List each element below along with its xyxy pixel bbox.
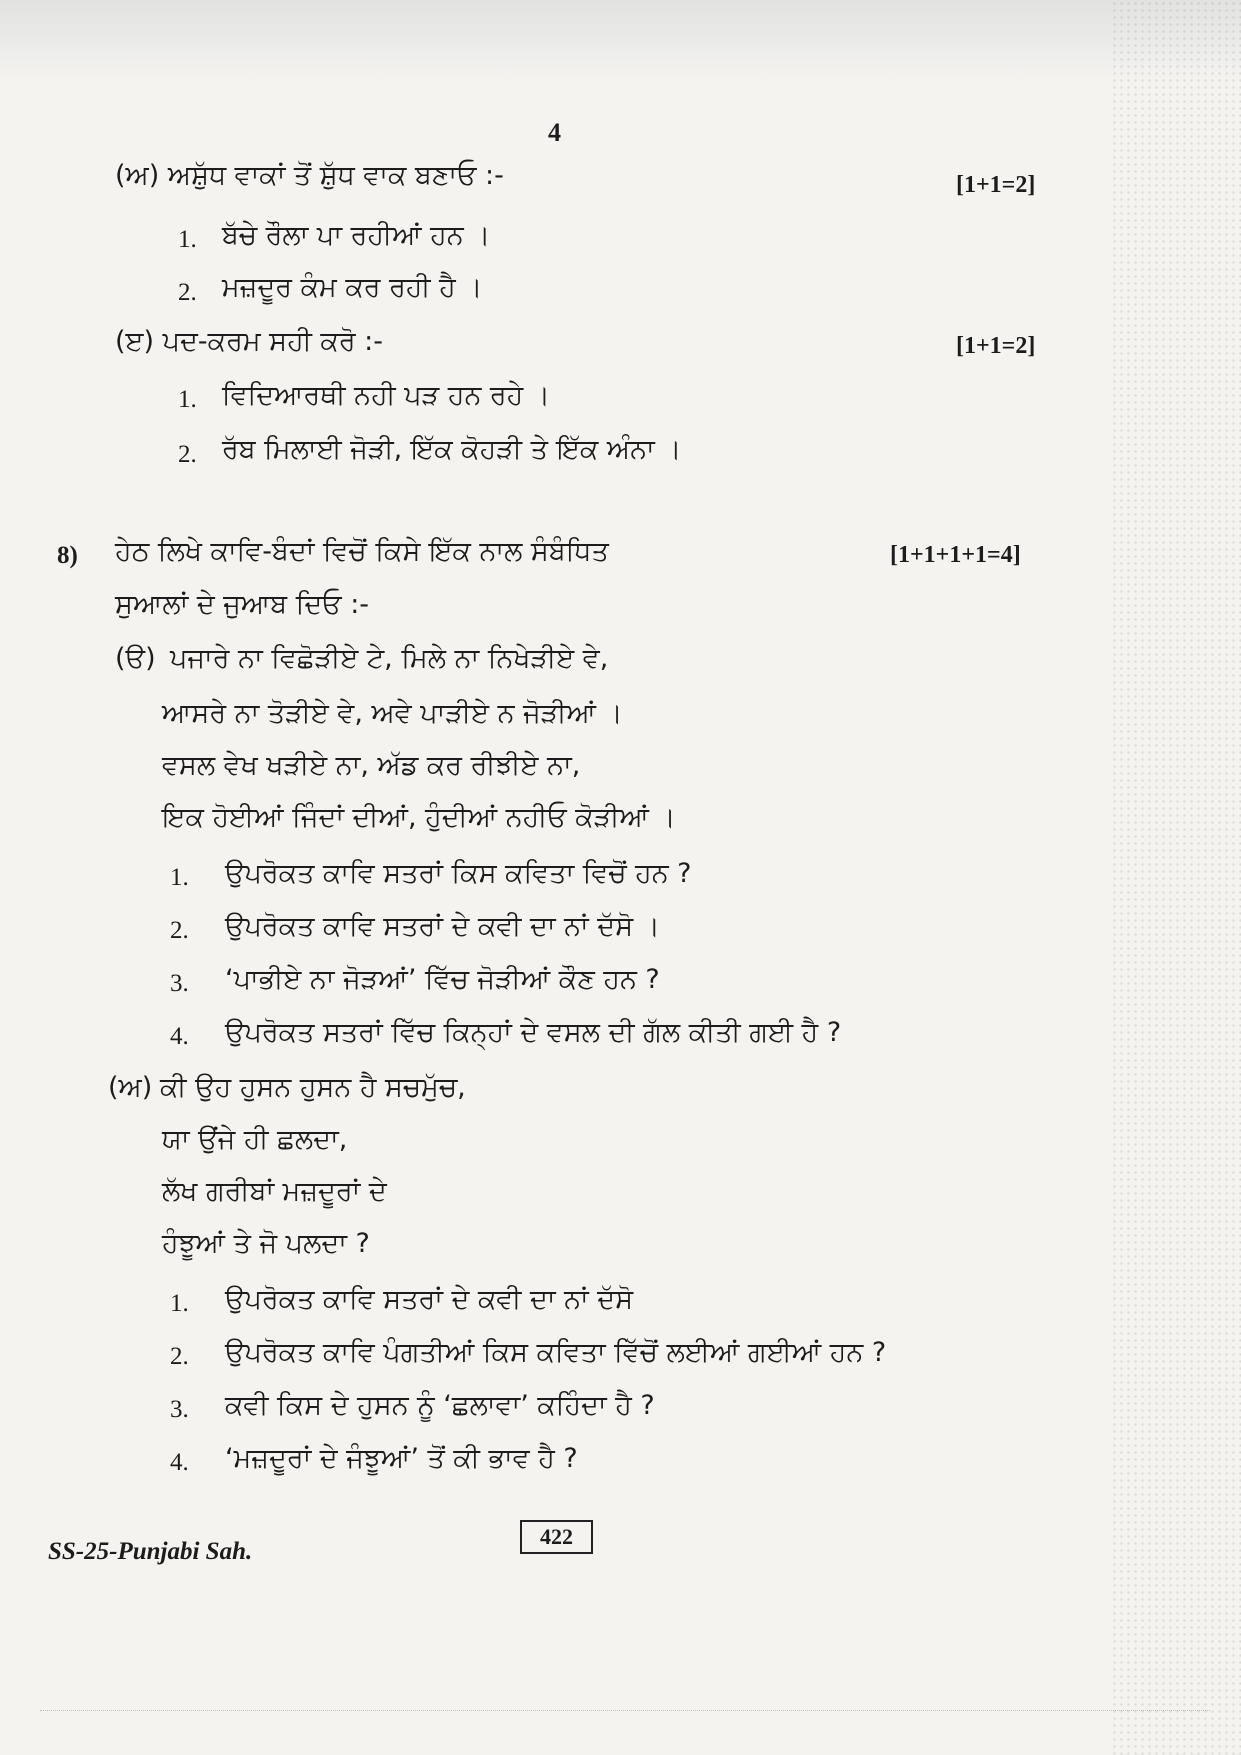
section-e-item-text: ਵਿਦਿਆਰਥੀ ਨਹੀ ਪੜ ਹਨ ਰਹੇ । bbox=[222, 380, 551, 411]
verse-line: ਵਸਲ ਵੇਖ ਖੜੀਏ ਨਾ, ਅੱਡ ਕਰ ਰੀਝੀਏ ਨਾ, bbox=[162, 750, 581, 781]
sub-question-text: ਉਪਰੋਕਤ ਸਤਰਾਂ ਵਿੱਚ ਕਿਨ੍ਹਾਂ ਦੇ ਵਸਲ ਦੀ ਗੱਲ ਕੀਤੀ ਗਈ ਹੈ ? bbox=[225, 1017, 842, 1048]
question-marks: [1+1+1+1=4] bbox=[890, 542, 1021, 568]
verse-line: ਆਸਰੇ ਨਾ ਤੋੜੀਏ ਵੇ, ਅਵੇ ਪਾੜੀਏ ਨ ਜੋੜੀਆਂ । bbox=[162, 698, 623, 729]
sub-question-text: ਉਪਰੋਕਤ ਕਾਵਿ ਸਤਰਾਂ ਦੇ ਕਵੀ ਦਾ ਨਾਂ ਦੱਸੋ । bbox=[225, 911, 660, 942]
verse-line: ਹੰਝੂਆਂ ਤੇ ਜੋ ਪਲਦਾ ? bbox=[162, 1228, 370, 1259]
section-a-heading: (ਅ) ਅਸ਼ੁੱਧ ਵਾਕਾਂ ਤੋਂ ਸ਼ੁੱਧ ਵਾਕ ਬਣਾਓ :- bbox=[115, 160, 504, 191]
paper-code: SS-25-Punjabi Sah. bbox=[48, 1538, 253, 1565]
sub-question-number: 1. bbox=[170, 1290, 189, 1317]
section-a-item-number: 1. bbox=[178, 226, 197, 253]
sub-question-text: ਉਪਰੋਕਤ ਕਾਵਿ ਸਤਰਾਂ ਕਿਸ ਕਵਿਤਾ ਵਿਚੋਂ ਹਨ ? bbox=[225, 858, 692, 889]
torn-top-edge bbox=[0, 0, 1241, 80]
sub-question-number: 2. bbox=[170, 1343, 189, 1370]
sub-question-number: 4. bbox=[170, 1023, 189, 1050]
verse-line: ਲੱਖ ਗਰੀਬਾਂ ਮਜ਼ਦੂਰਾਂ ਦੇ bbox=[162, 1176, 387, 1207]
section-a-item-number: 2. bbox=[178, 279, 197, 306]
section-e-heading: (ੲ) ਪਦ-ਕਰਮ ਸਹੀ ਕਰੋ :- bbox=[115, 326, 384, 357]
scan-noise bbox=[1111, 0, 1241, 1755]
sub-question-text: ਉਪਰੋਕਤ ਕਾਵਿ ਪੰਗਤੀਆਂ ਕਿਸ ਕਵਿਤਾ ਵਿੱਚੋਂ ਲਈਆਂ ਗਈਆਂ ਹਨ ? bbox=[225, 1337, 887, 1368]
section-e-item-number: 2. bbox=[178, 441, 197, 468]
bottom-edge-line bbox=[40, 1710, 1210, 1712]
question-text-line2: ਸੁਆਲਾਂ ਦੇ ਜੁਆਬ ਦਿਓ :- bbox=[115, 589, 370, 620]
section-a-marks: [1+1=2] bbox=[956, 172, 1036, 198]
sub-question-number: 4. bbox=[170, 1449, 189, 1476]
section-e-marks: [1+1=2] bbox=[956, 333, 1036, 359]
question-number: 8) bbox=[57, 542, 78, 569]
verse-line: ਕੀ ਉਹ ਹੁਸਨ ਹੁਸਨ ਹੈ ਸਚਮੁੱਚ, bbox=[160, 1072, 466, 1103]
section-e-item-number: 1. bbox=[178, 386, 197, 413]
sub-question-number: 3. bbox=[170, 1396, 189, 1423]
page-code-box: 422 bbox=[520, 1520, 593, 1554]
sub-question-number: 1. bbox=[170, 864, 189, 891]
verse-line: ਇਕ ਹੋਈਆਂ ਜਿੰਦਾਂ ਦੀਆਂ, ਹੁੰਦੀਆਂ ਨਹੀਓ ਕੋੜੀਆਂ । bbox=[162, 802, 676, 833]
sub-question-text: ਉਪਰੋਕਤ ਕਾਵਿ ਸਤਰਾਂ ਦੇ ਕਵੀ ਦਾ ਨਾਂ ਦੱਸੋ bbox=[225, 1284, 634, 1315]
part-a-label: (ਅ) bbox=[108, 1072, 153, 1103]
verse-line: ਪਜਾਰੇ ਨਾ ਵਿਛੋੜੀਏ ਟੇ, ਮਿਲੇ ਨਾ ਨਿਖੇੜੀਏ ਵੇ, bbox=[170, 643, 609, 674]
sub-question-number: 2. bbox=[170, 917, 189, 944]
sub-question-text: ‘ਪਾਭੀਏ ਨਾ ਜੋੜਆਂ’ ਵਿੱਚ ਜੋੜੀਆਂ ਕੌਣ ਹਨ ? bbox=[225, 964, 660, 995]
question-text-line1: ਹੇਠ ਲਿਖੇ ਕਾਵਿ-ਬੰਦਾਂ ਵਿਚੋਂ ਕਿਸੇ ਇੱਕ ਨਾਲ ਸੰਬੰਧਿਤ bbox=[115, 536, 609, 567]
sub-question-text: ਕਵੀ ਕਿਸ ਦੇ ਹੁਸਨ ਨੂੰ ‘ਛਲਾਵਾ’ ਕਹਿੰਦਾ ਹੈ ? bbox=[225, 1390, 655, 1421]
verse-line: ਯਾ ਉਂਜੇ ਹੀ ਛਲਦਾ, bbox=[162, 1124, 348, 1155]
part-o-label: (ੳ) bbox=[115, 643, 156, 674]
sub-question-number: 3. bbox=[170, 970, 189, 997]
section-a-item-text: ਬੱਚੇ ਰੌਲਾ ਪਾ ਰਹੀਆਂ ਹਨ । bbox=[222, 220, 491, 251]
section-e-item-text: ਰੱਬ ਮਿਲਾਈ ਜੋੜੀ, ਇੱਕ ਕੋਹੜੀ ਤੇ ਇੱਕ ਅੰਨਾ । bbox=[222, 434, 682, 465]
section-a-item-text: ਮਜ਼ਦੂਰ ਕੰਮ ਕਰ ਰਹੀ ਹੈ । bbox=[222, 272, 483, 303]
sub-question-text: ‘ਮਜ਼ਦੂਰਾਂ ਦੇ ਜੰਝੂਆਂ’ ਤੋਂ ਕੀ ਭਾਵ ਹੈ ? bbox=[225, 1443, 578, 1474]
page-number: 4 bbox=[548, 118, 561, 147]
